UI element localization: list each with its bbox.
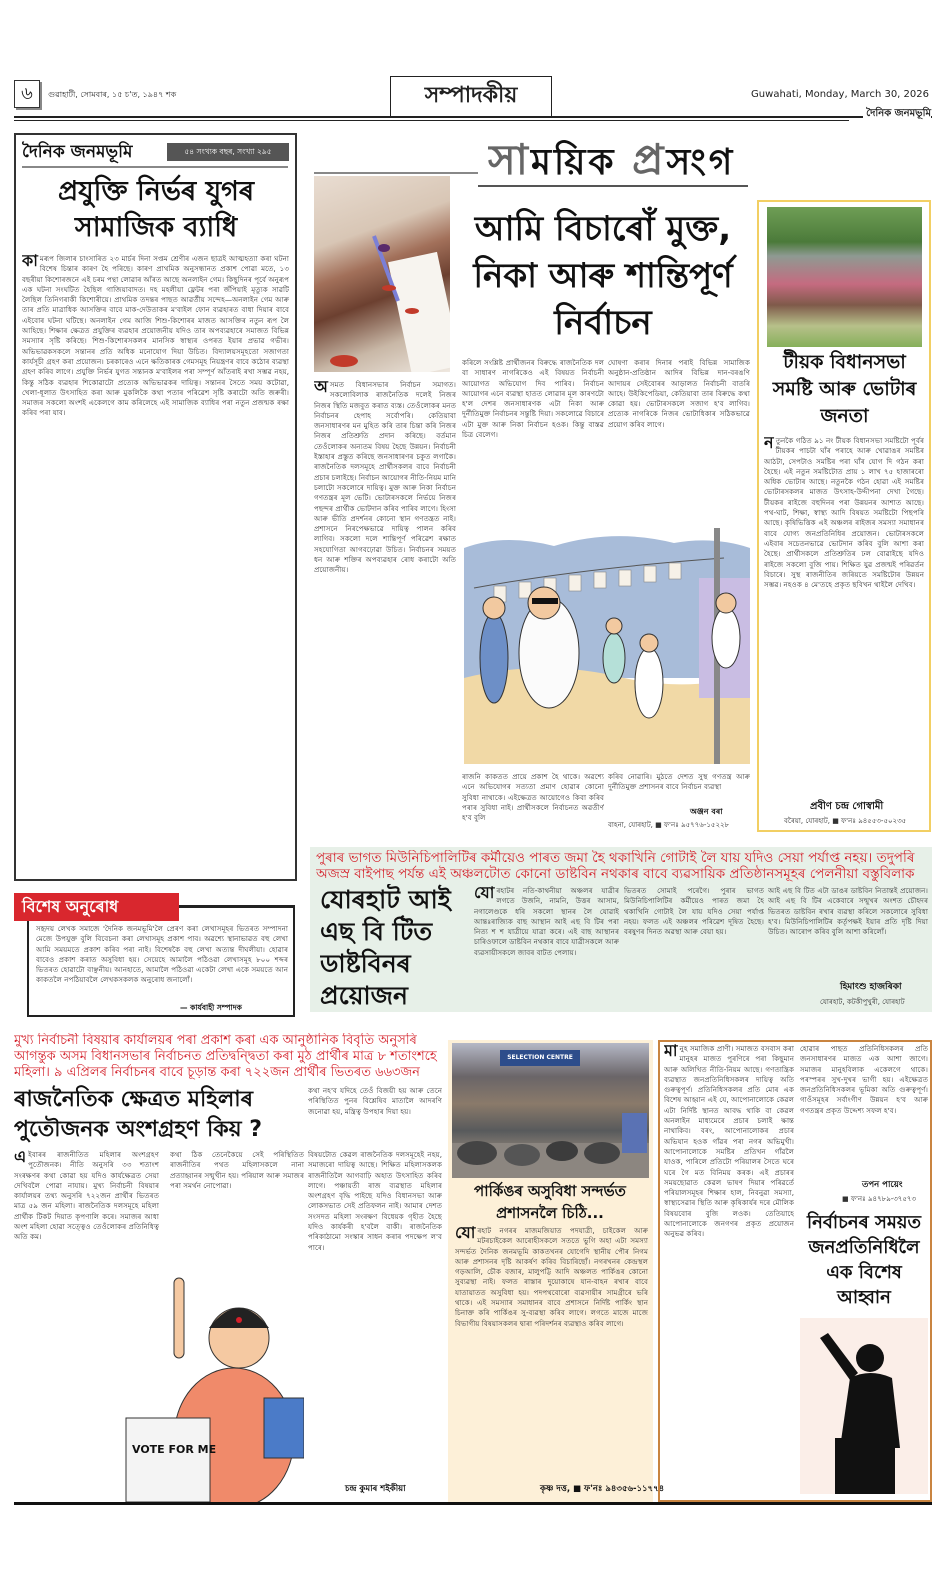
right-feature-dropcap: ন: [764, 436, 774, 452]
women-author: চন্দ্ৰ কুমাৰ শইকীয়া: [345, 1484, 406, 1494]
women-column-2: কথা ঠিক তেনেকৈয়ে সেই পৰিস্থিতিত ৰাজনীতিৰ পথত মহিলাসকলে নানা প্ৰত্যাহ্বানৰ সন্মুখীন হয়। পৰিয়াল আৰু সমাজৰ পৰা সমৰ্থন নোপোৱা।: [170, 1150, 304, 1190]
right-feature-address: বৰৈয়া, যোৰহাট, ■ ফ'নঃ ৯৪৫৫৩-৫০২৩৫: [784, 817, 907, 825]
feature-column-3: ঘোষণা কৰাৰ দিনাৰ পৰাই বিভিন্ন সামাজিক অনুষ্ঠান-প্ৰতিষ্ঠান আদিৰ বিভিন্ন দান-বৰঙণি আদায়ৰ সেইবোৰৰ আড়ালত নিৰ্বাচনী বাতৰি আহে। উইকিপেডিয়া, কেতিয়াবা তাৰ বিৰুদ্ধে কথা কোৱা হয়। ভোটাৰসকলে সজাগ হ'ব লাগিব। প্ৰত্যেক নাগৰিকে নিজৰ ভোটাধিকাৰ সঠিকভাৱে প্ৰয়োগ কৰিব লাগে।: [608, 358, 750, 429]
feature-author: অঞ্জন বৰা: [690, 807, 723, 816]
hand-ink-illustration: [314, 176, 450, 372]
speaker-silhouette: [800, 1318, 928, 1494]
appeal-article-phone: ■ ফ'নঃ ৯৪৭৮৯-৩৭৫৭৩: [842, 1195, 917, 1203]
right-feature-body: [764, 436, 924, 796]
editorial-text: মৰূপ জিলাৰ চাংসাৰিত ২৩ মাৰ্চৰ দিনা সপ্তম শ্ৰেণীৰ এজন ছাত্ৰই আত্মহত্যা কৰা ঘটনা বিশেষ চিন্তাৰ কাৰণ হৈ পৰিছে। কাৰণ প্ৰাথমিক অনুসন্ধানত প্ৰকাশ পোৱা মতে, ১৩ বছৰীয়া কিশোৰজনে এই চৰম পন্থা লোৱাৰ আঁৰত আছে অনলাইন গেম। কিছুদিনৰ পূৰ্বে অনুৰূপ এক ঘটনা সংঘটিত হৈছিল গাজিয়াবাদত। দহ মহলীয়া ফ্লেটৰ পৰা জঁপিয়াই মৃত্যুক সাৱটি লৈছিল তিনিগৰাকী কিশোৰীয়ে। প্ৰাথমিক তদন্তৰ পাছত আৱৰ্তীয় সন্দেহ—অনলাইন গেম আৰু তাৰ প্ৰতি মাত্ৰাধিক আসক্তিৰ বাবে মাক-দেউতাকৰ ম'বাইল ফোন ব্যৱহাৰত বাধা দিয়াৰ বাবে এইবোৰ ঘটনা ঘটিছে। অনলাইন গেম আজি শিশু-কিশোৰৰ মাজত আসক্তিৰ নতুন ৰূপ লৈ আহিছে। শিক্ষাৰ ক্ষেত্ৰত প্ৰযুক্তিৰ ব্যৱহাৰ প্ৰয়োজনীয় যদিও তাৰ অপব্যৱহাৰে সমাজত বিভিন্ন সমস্যাৰ সৃষ্টি কৰিছে। শিশু-কিশোৰসকলৰ মানসিক স্বাস্থ্যৰ ওপৰত ইয়াৰ প্ৰভাৱ গভীৰ। অভিভাৱকসকলে সন্তানৰ প্ৰতি অধিক মনোযোগ দিয়া উচিত। বিদ্যালয়সমূহতো সজাগতা কাৰ্যসূচী গ্ৰহণ কৰা প্ৰয়োজন। চৰকাৰেও এনে ক্ষতিকাৰক গেমসমূহ নিয়ন্ত্ৰণৰ বাবে কঠোৰ ব্যৱস্থা গ্ৰহণ কৰিব লাগে। প্ৰযুক্তি নিৰ্ভৰ যুগত সন্তানক ম'বাইলৰ পৰা সম্পূৰ্ণ আঁতৰাই ৰখা সম্ভৱ নহয়, কিন্তু সঠিক ব্যৱহাৰ শিকোৱাটো প্ৰত্যেক অভিভাৱকৰ দায়িত্ব। সন্তানৰ সৈতে সময় কটোৱা, খেলা-ধূলাত উৎসাহিত কৰা আৰু মুকলিকৈ কথা পতাৰ পৰিৱেশ সৃষ্টি কৰাটো অতি জৰুৰী। সমাজৰ সকলো অংশই একেলগে কাম কৰিলেহে এই সামাজিক ব্যাধিৰ পৰা নতুন প্ৰজন্মক ৰক্ষা কৰিব পৰা যাব।: [22, 254, 289, 418]
feature-dropcap: অ: [314, 380, 328, 396]
banner-part-3: প্ৰ: [632, 136, 667, 184]
appeal-article-dropcap: মা: [664, 1044, 678, 1060]
banner-part-2: ময়িক: [530, 142, 617, 183]
appeal-article-title: নিৰ্বাচনৰ সময়ত জনপ্ৰতিনিধিলৈ এক বিশেষ আহ্বান: [807, 1212, 921, 1308]
dustbin-title: যোৰহাট আই এছ বি টিত ডাষ্টবিনৰ প্ৰয়োজন: [320, 885, 451, 1010]
feature-address: বাহনা, যোৰহাট, ■ ফ'নঃ ৯৫৭৭৬-১৫২২৮: [608, 821, 730, 829]
woman-candidate-illustration: [14, 1268, 304, 1502]
parking-dropcap: যো: [455, 1226, 476, 1242]
appeal-signature: — কাৰ্যবাহী সম্পাদক: [180, 1003, 242, 1012]
appeal-article-col1-text: নুহ সমাজিক প্ৰাণী। সমাজত বসবাস কৰা মানুহৰ মাজত পুৰণিৰে পৰা কিছুমান আৰু অলিখিত নীতি-নিয়ম আছে। গণতান্ত্ৰিক ব্যৱস্থাত জনপ্ৰতিনিধিসকলৰ দায়িত্ব অতি গুৰুত্বপূৰ্ণ। প্ৰতিনিধিসকলৰ প্ৰতি মোৰ এক বিশেষ আহ্বান এই যে, আপোনালোকে কেৱল এটা নিৰ্দিষ্ট স্থানত আবদ্ধ থাকি বা কেৱল অনলাইন মাধ্যমেৰে প্ৰচাৰ চলাই ক্ষান্ত নাথাকিব। বৰং, আপোনালোকৰ প্ৰচাৰ অভিযান হওক গাঁৱৰ পৰা নগৰ অভিমুখী। আপোনালোকে সমষ্টিৰ প্ৰতিখন গাঁৱলৈ যাওক, পাৰিলে প্ৰতিটো পৰিয়ালৰ সৈতে ঘৰে ঘৰে গৈ মত বিনিময় কৰক। এই প্ৰচাৰৰ সময়ছোৱাত কেৱল ভাষণ দিয়াৰ পৰিৱৰ্তে পৰিয়ালসমূহৰ শিক্ষাৰ হাল, নিবনুৱা সমস্যা, স্বাস্থ্যসেৱাৰ স্থিতি আৰু কৃষিকাৰ্যৰ দৰে মৌলিক বিষয়বোৰ বুজি লওক। তেতিয়াহে আপোনালোকে জনগণৰ প্ৰকৃত প্ৰয়োজন অনুভৱ কৰিব।: [664, 1044, 794, 1239]
right-feature-author: প্ৰবীণ চন্দ্ৰ গোস্বামী: [810, 801, 884, 812]
banner-part-4: সংগ: [666, 142, 736, 183]
header-rule-thin: [14, 120, 849, 121]
dustbin-column-2: ভিতৰত সোমাই পৰেগৈ। পুৰাৰ ভাগত মিউনিচিপালিটিৰ কৰ্মীয়েও পাৰত জমা হৈ থকাখিনি গোটাই লৈ যায় যদিও সেয়া পৰ্যাপ্ত নহয়। ফলত এই অঞ্চলৰ পৰিৱেশ দূষিত হৈছে। বৰষুণৰ দিনত অৱস্থা আৰু বেয়া হয়।: [624, 886, 764, 937]
dustbin-column-3: আই এছ বি টিত এটা ডাঙৰ ডাষ্টবিন নিতান্তই প্ৰয়োজন। আই এছ বি টিৰ একেবাৰে সন্মুখৰ অংশত চৌহদৰ ভিতৰত ডাষ্টবিন ৰখাৰ ব্যৱস্থা কৰিলে সকলোৰে সুবিধা হ'ব। মিউনিচিপালিটিৰ কৰ্তৃপক্ষই ইয়াৰ প্ৰতি দৃষ্টি দিয়া উচিত। আৰোপ কৰিব বুলি আশা কৰিলোঁ।: [768, 886, 928, 937]
election-cartoon: [464, 528, 750, 764]
parking-title: পাৰ্কিঙৰ অসুবিধা সন্দৰ্ভত প্ৰশাসনলৈ চিঠি...: [474, 1182, 626, 1222]
dustbin-author: হিমাংশু হাজৰিকা: [840, 982, 902, 992]
parking-author: কৃষ্ণ দত্ত, ■ ফ'নঃ ৯৪৩৫৬-১১৭৭৪: [540, 1484, 665, 1494]
appeal-article-column-2: হোৱাৰ পাছত প্ৰতিনিধিসকলৰ প্ৰতি জনসাধাৰণৰ মাজত এক আশা জাগে। সমাজৰ মানুহবিলাক একেলগে থাকে। পৰস্পৰৰ সুখ-দুখৰ ভাগী হয়। এইক্ষেত্ৰত জনপ্ৰতিনিধিসকলৰ ভূমিকা অতি গুৰুত্বপূৰ্ণ। গাওঁসমূহৰ সৰ্বাংগীণ উন্নয়ন হ'ব আৰু গণতন্ত্ৰৰ প্ৰকৃত উদ্দেশ্য সফল হ'ব।: [800, 1044, 928, 1115]
dustbin-column-1: [474, 886, 619, 999]
women-col1-text: ইবাৰৰ ৰাজনীতিত মহিলাৰ অংশগ্ৰহণ পুতৌজনক। নীতি অনুসৰি ৩৩ শতাংশ সংৰক্ষণৰ কথা কোৱা হয় যদিও কাৰ্যক্ষেত্ৰত সেয়া দেখিবলৈ পোৱা নাযায়। মুখ্য নিৰ্বাচনী বিষয়াৰ কাৰ্যালয়ৰ তথ্য অনুসৰি ৭২২জন প্ৰাৰ্থীৰ ভিতৰত মাত্ৰ ৫৯ জন মহিলা। ৰাজনৈতিক দলসমূহে মহিলা প্ৰাৰ্থীক টিকট দিয়াত কৃপণালি কৰে। সমাজৰ আধা অংশ মহিলা হোৱা সত্ত্বেও তেওঁলোকৰ প্ৰতিনিধিত্ব অতি কম।: [14, 1150, 159, 1242]
banner-part-1: সা: [488, 136, 531, 184]
cartoon-drawing: [464, 528, 750, 764]
women-title: ৰাজনৈতিক ক্ষেত্ৰত মহিলাৰ পুতৌজনক অংশগ্ৰহণ কিয় ?: [14, 1087, 263, 1142]
editorial-title: প্ৰযুক্তি নিৰ্ভৰ যুগৰ সামাজিক ব্যাধি: [57, 176, 255, 243]
appeal-body: সহৃদয় লেখক সমাজে 'দৈনিক জনমভূমি'লৈ প্ৰেৰণ কৰা লেখাসমূহৰ ভিতৰত সম্পাদনা মেজে উপযুক্ত বুলি বিবেচনা কৰা লেখাসমূহ প্ৰকাশ পাব। অৱশ্যে স্থানাভাৱত বহু লেখা আমি সময়মতে প্ৰকাশ কৰিব পৰা নাই। বিশেষকৈ বহু লেখা অত্যন্ত দীঘলীয়া। হোৱাৰ বাবেও প্ৰকাশ কৰাত অসুবিধা হয়। সেয়েহে আমালৈ পঠিওৱা লেখাসমূহ ৮০০ শব্দৰ ভিতৰত হোৱাটো বাঞ্ছনীয়। আনহাতে, আমালৈ পঠিওৱা একেটা লেখা একে সময়তে আন কাকতলৈ নপঠিয়াবলৈ লেখকসকলক অনুৰোধ জনালোঁ।: [36, 924, 288, 985]
issue-badge: ৫৪ সংখ্যক বছৰ, সংখ্যা ২৯৫: [167, 143, 289, 161]
feature-column-2b: ৰাজনি কাকতত প্ৰায়ে প্ৰকাশ হৈ থাকে। অৱশ্যে এনে অভিযোগৰ সত্যতা প্ৰমাণ হোৱাৰ কোনো সুবিধা নাথাকে। এইক্ষেত্ৰত আয়োগেও কিবা কৰিব পৰাৰ সুবিধা নাই। প্ৰাৰ্থীসকলে নিৰ্বাচনত অৱতীৰ্ণ হ'ব বুলি: [462, 772, 604, 823]
date-english: Guwahati, Monday, March 30, 2026: [751, 89, 929, 100]
feature-col1-text: সমত বিধানসভাৰ নিৰ্বাচন সমাগত। সকলোবিলাক ৰাজনৈতিক দলেই নিজৰ নিজৰ স্থিতি মজবুত কৰাত ব্যস্ত। তেওঁলোকৰ মনত নিৰ্বাচনৰ হেপাহ সৰ্বোপৰি। কেতিয়াবা জনসাধাৰণৰ মন মুহিত কৰি তাৰ চিন্তা কৰি নিজৰ নিজৰ প্ৰতিশ্ৰুতি প্ৰদান কৰিছে। বৰ্তমান তেওঁলোকৰ অন্যতম বিষয় হৈছে উন্নয়ন। নিৰ্বাচনী ইস্তাহাৰ প্ৰস্তুত কৰিছে জনসাধাৰণৰ চকুত লগাকৈ। ৰাজনৈতিক দলসমূহে প্ৰাৰ্থীসকলৰ বাবে নিৰ্বাচনী প্ৰচাৰ চলাইছে। নিৰ্বাচন আয়োগৰ নীতি-নিয়ম মানি চলাটো সকলোৰে দায়িত্ব। মুক্ত আৰু নিকা নিৰ্বাচন গণতন্ত্ৰৰ মূল ভেটি। ভোটাৰসকলে নিৰ্ভয়ে নিজৰ পছন্দৰ প্ৰাৰ্থীক ভোটদান কৰিব পাৰিব লাগে। হিংসা আৰু ভীতি প্ৰদৰ্শনৰ কোনো স্থান গণতন্ত্ৰত নাই। প্ৰশাসনে নিৰপেক্ষভাৱে দায়িত্ব পালন কৰিব লাগিব। সকলো দলে শান্তিপূৰ্ণ পৰিৱেশ ৰক্ষাত সহযোগিতা আগবঢ়োৱা উচিত। নিৰ্বাচনৰ সময়ত ধন আৰু শক্তিৰ অপব্যৱহাৰ ৰোধ কৰাটো অতি প্ৰয়োজনীয়।: [314, 380, 456, 575]
appeal-article-column-1: [664, 1044, 794, 1496]
right-feature-text: তুনকৈ গঠিত ৯১ নং টীয়ক বিধানসভা সমষ্টিটো পূৰ্বৰ টীয়কৰ পাচটা ঘাঁৰ পৰাহে আৰু খোৱাঙৰ সমষ্টিৰ আঠটা, সেপটাও সমষ্টিৰ পৰা ঘাঁৰ যোগ দি গঠন কৰা হৈছে। এই নতুন সমষ্টিটোত প্ৰায় ১ লাখ ৭৫ হাজাৰৰো অধিক ভোটাৰ আছে। নতুনকৈ গঠন হোৱা এই সমষ্টিৰ ভোটাৰসকলৰ মাজত উৎসাহ-উদ্দীপনা দেখা গৈছে। টীয়কৰ ৰাইজে বহুদিনৰ পৰা উন্নয়নৰ আশাত আছে। পথ-ঘাট, শিক্ষা, স্বাস্থ্য আদি বিষয়ত সমষ্টিটো পিছপৰি আছে। কৃষিভিত্তিক এই অঞ্চলৰ ৰাইজৰ সমস্যা সমাধানৰ বাবে যোগ্য জনপ্ৰতিনিধিৰ প্ৰয়োজন। ভোটাৰসকলে এইবাৰ সচেতনভাৱে ভোটদান কৰিব বুলি আশা কৰা হৈছে। প্ৰাৰ্থীসকলে প্ৰতিশ্ৰুতিৰ ঢল বোৱাইছে যদিও ৰাইজে সকলো বুজি পায়। শিক্ষিত যুৱ প্ৰজন্মই পৰিৱৰ্তন বিচাৰে। সুস্থ ৰাজনীতিৰ জৰিয়তে সমষ্টিটোৰ উন্নয়ন সম্ভৱ। নহওক ৪ মে'তহে প্ৰকৃত ছবিখন থাইলৈ দেখিব।: [764, 436, 924, 590]
feature-column-2: কৰিলে সংশ্লিষ্ট প্ৰাৰ্থীজনৰ বিৰুদ্ধে ৰাজনৈতিক দল বা সাধাৰণ নাগৰিকেও এই বিষয়ত নিৰ্বাচনী আয়োগত অভিযোগ দিব পাৰিব। নিৰ্বাচন আয়োগৰ এনে ব্যৱস্থা হাতত লোৱাৰ মূল কাৰণটো হ'ল দেশৰ জনসাধাৰণক এটা নিকা আৰু দুৰ্নীতিমুক্ত নিৰ্বাচনৰ সন্তুষ্টি দিয়া। সকলোৱে বিচাৰে এটা মুক্ত আৰু নিকা নিৰ্বাচন হওক। কিন্তু বাস্তৱ চিত্ৰ বেলেগ।: [462, 358, 604, 440]
feature-column-1: [314, 380, 456, 820]
page-number: ৬: [14, 80, 40, 108]
feature-banner: [488, 136, 735, 186]
voters-queue-photo: [767, 207, 922, 347]
dustbin-lead: পুৰাৰ ভাগত মিউনিচিপালিটিৰ কৰ্মীয়েও পাৰত জমা হৈ থকাখিনি গোটাই লৈ যায় যদিও সেয়া পৰ্যাপ্ত নহয়। তদুপৰি অজস্ৰ বাইপাছ পৰ্যন্ত এই অঞ্চলটোত কোনো ডাষ্টবিন নথকাৰ বাবে ব্যৱসায়িক প্ৰতিষ্ঠানসমূহৰ পেলনীয়া বস্তুবিলাক: [316, 850, 915, 882]
section-title: সম্পাদকীয়: [390, 76, 552, 116]
parking-body: [455, 1226, 648, 1473]
women-column-1: [14, 1150, 159, 1263]
parking-text: ৰহাট নগৰৰ মাজমজিয়াত পদযাত্ৰী, চাইকেল আৰু মটৰচাইকেল আৰোহীসকলে সততে ভুগি অহা এটা সমস্যা সন্দৰ্ভত দৈনিক জনমভূমি কাকতখনৰ যোগেদি স্থানীয় পৌৰ নিগম আৰু প্ৰশাসনৰ দৃষ্টি আকৰ্ষণ কৰিব বিচাৰিছোঁ। নগৰখনৰ কেন্দ্ৰস্থল গড়আলি, চৌক বজাৰ, মালুপট্টি আদি অঞ্চলত পাৰ্কিঙৰ কোনো সুব্যৱস্থা নাই। ফলত ৰাস্তাৰ দুয়োকাষে যান-বাহন ৰখাৰ বাবে যাতায়াতত অসুবিধা হয়। পদপথবোৰো ব্যৱসায়ীৰ সামগ্ৰীৰে ভৰি থাকে। এই সমস্যাৰ সমাধানৰ বাবে প্ৰশাসনে নিৰ্দিষ্ট পাৰ্কিং স্থান চিনাক্ত কৰি পাৰ্কিঙৰ সু-ব্যৱস্থা কৰিব লাগে। লগতে মাজে মাজে বিভাগীয় বিষয়াসকলৰ দ্বাৰা পৰিদৰ্শনৰ ব্যৱস্থাও কৰিব লাগে।: [455, 1226, 648, 1328]
appeal-label: বিশেষ অনুৰোধ: [14, 893, 179, 921]
appeal-article-author: তপন পায়েং: [862, 1180, 903, 1190]
header-rule: [14, 116, 932, 118]
editorial-brand: দৈনিক জনমভূমি: [22, 142, 133, 162]
vote-sign-text: VOTE FOR ME: [132, 1443, 217, 1456]
speaker-silhouette-illustration: [800, 1318, 928, 1494]
date-assamese: গুৱাহাটী, সোমবাৰ, ১৫ চ'ত, ১৯৪৭ শক: [48, 90, 177, 99]
women-column-top: কথা নহ'ব যদিহে তেওঁ বিজয়ী হয় আৰু তেনে পৰিস্থিতিত পুনৰ বিশ্লেষিব মাতালৈ আদৰণি জনোৱা হয়, মন্ত্ৰিত্ব উপহাৰ দিয়া হয়।: [308, 1086, 442, 1116]
editorial-rule: [22, 166, 288, 168]
voting-ink-photo: [314, 176, 450, 372]
dustbin-col1-text: ৰহাটৰ নতি-কাথনীয়া অঞ্চলৰ যাত্ৰীৰ লগতে উজনি, নামনি, উত্তৰ আসাম, নগালেণ্ডকে ধৰি সকলো স্থানৰ লৈ যোৱাই আন্তঃৰাজ্যিক বাছ আস্থান আই এছ বি টিৰ পৰা নিত্য শ শ যাত্ৰীয়ে যাত্ৰা কৰে। এই বাছ আস্থানৰ চাৰিওফালে ডাষ্টবিন নথকাৰ বাবে যাত্ৰীসকলে আৰু ব্যৱসায়ীসকলে জাবৰ বাটত পেলায়।: [474, 886, 619, 957]
women-column-3: বিষয়টোত কেৱল ৰাজনৈতিক দলসমূহেই নহয়, সমাজৰো দায়িত্ব আছে। শিক্ষিত মহিলাসকলক ৰাজনীতিলৈ আগবাঢ়ি অহাত উৎসাহিত কৰিব লাগে। পঞ্চায়তী ৰাজ ব্যৱস্থাত মহিলাৰ অংশগ্ৰহণ বৃদ্ধি পাইছে যদিও বিধানসভা আৰু লোকসভাত সেই প্ৰতিফলন নাই। আমাৰ দেশত সংসদত মহিলা সংৰক্ষণ বিধেয়ক গৃহীত হৈছে যদিও কাৰ্যকৰী হ'বলৈ বাকী। ৰাজনৈতিক পৰিকাঠামো সংস্কাৰ সাধন কৰাৰ পদক্ষেপ ল'ব পাৰে।: [308, 1150, 442, 1252]
header-brand: দৈনিক জনমভূমি: [863, 108, 931, 120]
feature-title: আমি বিচাৰোঁ মুক্ত, নিকা আৰু শান্তিপূৰ্ণ নিৰ্বাচন: [473, 209, 733, 343]
right-feature-title: টীয়ক বিধানসভা সমষ্টি আৰু ভোটাৰ জনতা: [772, 351, 917, 427]
shop-sign: SELECTION CENTRE: [500, 1050, 580, 1066]
dustbin-address: যোৰহাট, কটকীপুখুৰী, যোৰহাট: [820, 998, 905, 1006]
women-dropcap: এ: [14, 1150, 27, 1166]
page-bottom-rule: [14, 1502, 932, 1505]
candidate-drawing: [14, 1268, 304, 1502]
women-lead: মুখ্য নিৰ্বাচনী বিষয়াৰ কাৰ্যালয়ৰ পৰা প্ৰকাশ কৰা এক আনুষ্ঠানিক বিবৃতি অনুসৰি আগন্তুক অসম বিধানসভাৰ নিৰ্বাচনত প্ৰতিদ্বন্দ্বিতা কৰা মুঠ প্ৰাৰ্থীৰ মাত্ৰ ৮ শতাংশহে মহিলা। ৯ এপ্ৰিলৰ নিৰ্বাচনৰ বাবে চূড়ান্ত কৰা ৭২২জন প্ৰাৰ্থীৰ ভিতৰত ৬৬৩জন: [14, 1033, 437, 1080]
feature-column-3b: কৰিব নোৱাৰি। মুঠতে দেশত সুস্থ গণতন্ত্ৰ আৰু দুৰ্নীতিমুক্ত প্ৰশাসনৰ বাবে নিৰ্বাচন ব্যৱস্থা: [608, 772, 750, 792]
editorial-body: [22, 254, 289, 874]
dustbin-dropcap: যো: [474, 886, 495, 902]
editorial-dropcap: কা: [22, 254, 38, 270]
feature-rule: [314, 172, 478, 174]
